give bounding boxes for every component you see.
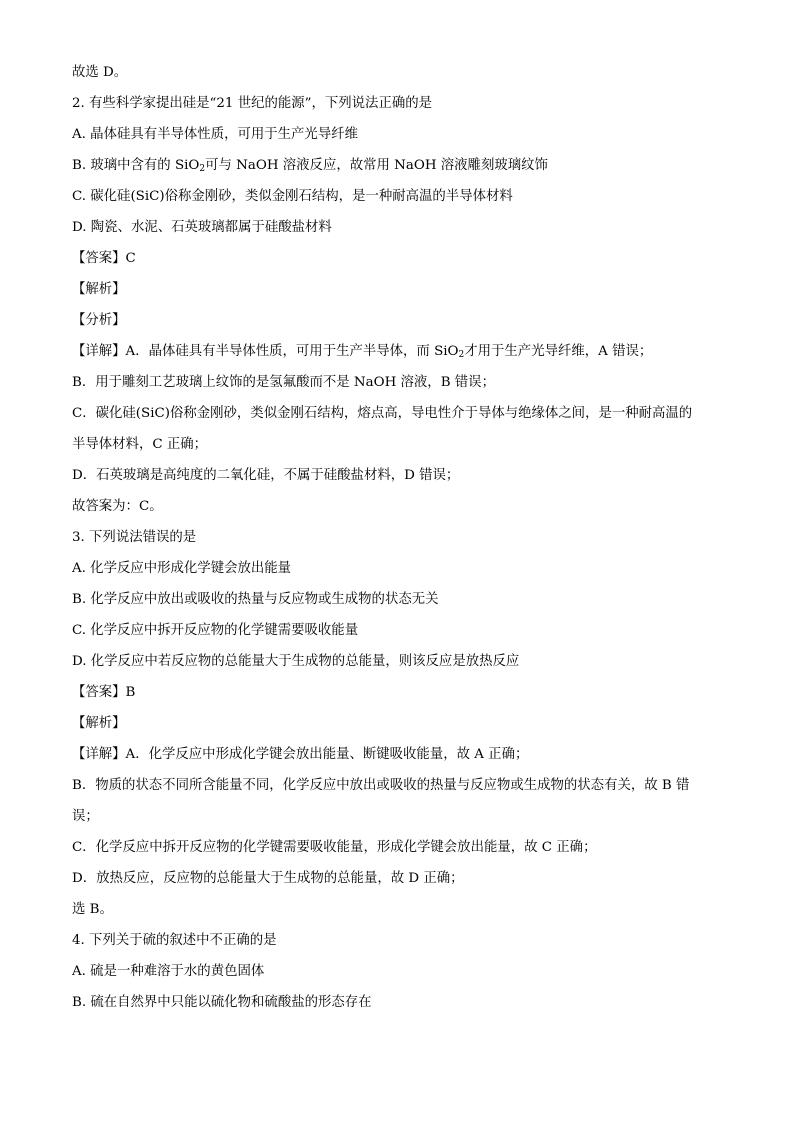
text-line: [72, 808, 722, 826]
text-line: [72, 157, 722, 175]
subscript: 2: [458, 350, 465, 360]
text-segment: 误；: [72, 809, 99, 824]
text-line: [72, 901, 722, 919]
text-line: [72, 839, 722, 857]
text-line: [72, 591, 722, 609]
text-segment: A. 化学反应中形成化学键会放出能量: [72, 561, 292, 576]
text-segment: D. 陶瓷、水泥、石英玻璃都属于硅酸盐材料: [72, 220, 332, 235]
text-segment: D．石英玻璃是高纯度的二氧化硅，不属于硅酸盐材料，D 错误；: [72, 468, 460, 483]
text-segment: A. 硫是一种难溶于水的黄色固体: [72, 964, 265, 979]
text-segment: C．化学反应中拆开反应物的化学键需要吸收能量，形成化学键会放出能量，故 C 正确；: [72, 840, 597, 855]
text-segment: D．放热反应，反应物的总能量大于生成物的总能量，故 D 正确；: [72, 871, 464, 886]
text-line: [72, 95, 722, 113]
text-segment: 【解析】: [72, 282, 126, 297]
text-segment: 【分析】: [72, 313, 126, 328]
text-segment: 【详解】A．化学反应中形成化学键会放出能量、断键吸收能量，故 A 正确；: [72, 747, 529, 762]
text-segment: 半导体材料，C 正确；: [72, 437, 208, 452]
text-segment: 4. 下列关于硫的叙述中不正确的是: [72, 933, 277, 948]
text-segment: B. 硫在自然界中只能以硫化物和硫酸盐的形态存在: [72, 995, 372, 1010]
text-line: [72, 64, 722, 82]
text-line: [72, 994, 722, 1012]
text-segment: 3. 下列说法错误的是: [72, 530, 197, 545]
text-segment: D. 化学反应中若反应物的总能量大于生成物的总能量，则该反应是放热反应: [72, 654, 520, 669]
text-segment: 故选 D。: [72, 65, 128, 80]
text-line: [72, 467, 722, 485]
text-line: [72, 374, 722, 392]
text-segment: B. 化学反应中放出或吸收的热量与反应物或生成物的状态无关: [72, 592, 439, 607]
text-line: [72, 343, 722, 361]
text-line: [72, 684, 722, 702]
text-segment: 2. 有些科学家提出硅是“21 世纪的能源”，下列说法正确的是: [72, 96, 433, 111]
text-line: [72, 932, 722, 950]
text-line: [72, 870, 722, 888]
text-segment: A. 晶体硅具有半导体性质，可用于生产光导纤维: [72, 127, 358, 142]
text-line: [72, 777, 722, 795]
text-line: [72, 312, 722, 330]
text-segment: 可与 NaOH 溶液反应，故常用 NaOH 溶液雕刻玻璃纹饰: [205, 158, 548, 173]
text-segment: B. 玻璃中含有的 SiO: [72, 158, 200, 173]
text-segment: B．用于雕刻工艺玻璃上纹饰的是氢氟酸而不是 NaOH 溶液，B 错误；: [72, 375, 495, 390]
text-segment: 选 B。: [72, 902, 113, 917]
text-line: [72, 405, 722, 423]
subscript: 2: [199, 164, 206, 174]
text-line: [72, 715, 722, 733]
text-segment: 【答案】C: [72, 251, 136, 266]
text-segment: C. 化学反应中拆开反应物的化学键需要吸收能量: [72, 623, 359, 638]
text-segment: 【答案】B: [72, 685, 136, 700]
text-line: [72, 436, 722, 454]
text-segment: 故答案为：C。: [72, 499, 163, 514]
text-segment: 【详解】A．晶体硅具有半导体性质，可用于生产半导体，而 SiO: [72, 344, 459, 359]
text-line: [72, 560, 722, 578]
text-segment: C. 碳化硅(SiC)俗称金刚砂，类似金刚石结构，是一种耐高温的半导体材料: [72, 189, 513, 204]
text-line: [72, 963, 722, 981]
text-line: [72, 529, 722, 547]
text-segment: 【解析】: [72, 716, 126, 731]
text-line: [72, 653, 722, 671]
text-segment: B．物质的状态不同所含能量不同，化学反应中放出或吸收的热量与反应物或生成物的状态有关，故 B 错: [72, 778, 690, 793]
text-segment: C．碳化硅(SiC)俗称金刚砂，类似金刚石结构，熔点高，导电性介于导体与绝缘体之间，是一种耐高温的: [72, 406, 693, 421]
text-line: [72, 281, 722, 299]
text-line: [72, 746, 722, 764]
text-line: [72, 126, 722, 144]
text-segment: 才用于生产光导纤维，A 错误；: [464, 344, 653, 359]
text-line: [72, 188, 722, 206]
text-line: [72, 219, 722, 237]
text-line: [72, 250, 722, 268]
text-line: [72, 498, 722, 516]
text-line: [72, 622, 722, 640]
